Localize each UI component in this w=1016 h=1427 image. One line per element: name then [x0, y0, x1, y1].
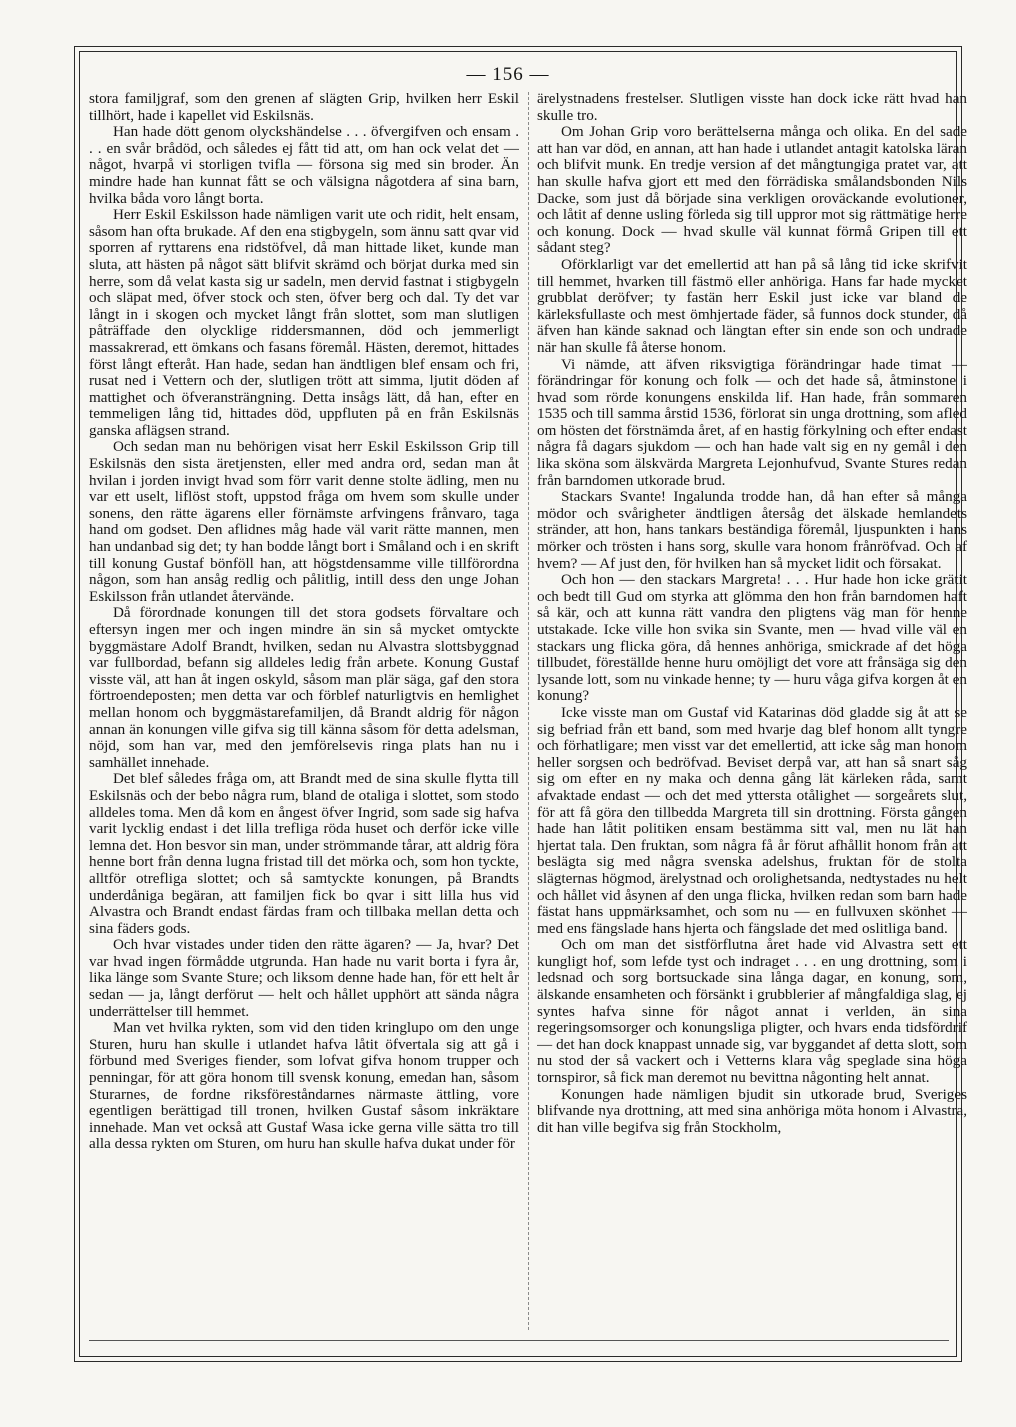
paragraph: Och hon — den stackars Margreta! . . . Hur hade hon icke grätit och bedt till Gud om styrka att glömma den hon från barndomen haft så kär, och att kunna rätt vandra den pligtens väg man för henne utstakade. Icke ville hon svika sin Svante, men — hvad ville väl en stackars ung flicka göra, då hennes anhöriga, smickrade af det höga tillbudet, föreställde henne huru omöjligt det vore att frånsäga sig den lysande lott, som nu vinkade henne; ty — huru våga gifva korgen åt en konung? [537, 571, 967, 705]
paragraph: Man vet hvilka rykten, som vid den tiden kringlupo om den unge Sturen, huru han skulle i utlandet hafva låtit öfvertala sig att gå i förbund med Sveriges fiender, som lofvat gifva honom trupper och penningar, för att göra honom till svensk konung, emedan han, såsom Sturarnes, de fordne riksföreståndarnes närmaste ättling, vore egentligen berättigad till tronen, hvilken Gustaf såsom inkräktare innehade. Man vet också att Gustaf Wasa icke gerna ville sätta tro till alla dessa rykten om Sturen, om huru han skulle hafva dukat under för [89, 1019, 519, 1153]
paragraph: Stackars Svante! Ingalunda trodde han, då han efter så många mödor och svårigheter ändtligen återsåg det älskade hemlandets stränder, att hon, hans tankars beständiga föremål, ljuspunkten i hans mörker och trösten i hans sorg, skulle vara honom frånröfvad. Och af hvem? — Af just den, för hvilken han så mycket lidit och försakat. [537, 488, 967, 572]
right-column [537, 91, 967, 1336]
column-divider [528, 92, 529, 1330]
paragraph: Det blef således fråga om, att Brandt med de sina skulle flytta till Eskilsnäs och der bebo några rum, bland de otaliga i slottet, som stodo alldeles toma. Men då kom en ångest öfver Ingrid, som sade sig hafva varit lycklig endast i det lilla trefliga röda huset och derför icke ville lemna det. Hon besvor sin man, under strömmande tårar, att aldrig föra henne bort från denna lugna fristad till det mörka och, som hon tyckte, alltför otrefliga slottet; och så samtyckte konungen, på Brandts underdåniga begäran, att familjen fick bo qvar i sitt lilla hus vid Alvastra och Brandt endast färdas fram och tillbaka mellan detta och sina fäders gods. [89, 770, 519, 937]
paragraph: Herr Eskil Eskilsson hade nämligen varit ute och ridit, helt ensam, såsom han ofta brukade. Af den ena stigbygeln, som ännu satt qvar vid sporren af ryttarens ena ridstöfvel, då man hittade liket, kunde man sluta, att hästen på något sätt blifvit skrämd och börjat durka med sin herre, som då velat kasta sig ur sadeln, men dervid fastnat i stigbygeln och släpat med, öfver stock och sten, öfver berg och dal. Ty det var långt in i skogen och mycket långt från slottet, som man slutligen påträffade den olycklige riddersmannen, död och jemmerligt massakrerad, ett ömkans och fasans föremål. Hästen, deremot, hittades först långt efteråt. Han hade, sedan han ändtligen blef ensam och fri, rusat ned i Vettern och der, slutligen trött att simma, ljutit döden af mattighet och öfveransträngning. Detta insågs lätt, då han, efter en temmeligen lång tid, hittades död, uppfluten på en från Eskilsnäs ganska aflägsen strand. [89, 206, 519, 439]
page-number: — 156 — [466, 64, 550, 85]
paragraph: Han hade dött genom olyckshändelse . . . öfvergifven och ensam . . . en svår brådöd, och således ej fått tid att, om han ock velat det — något, hvarpå vi storligen tvifla — försona sig med sin broder. Än mindre hade han kunnat fått se och välsigna någotdera af sina barn, hvilka båda voro långt borta. [89, 123, 519, 207]
paragraph: Konungen hade nämligen bjudit sin utkorade brud, Sveriges blifvande nya drottning, att med sina anhöriga möta honom i Alvastra, dit han ville begifva sig från Stockholm, [537, 1085, 967, 1136]
paragraph: Då förordnade konungen till det stora godsets förvaltare och eftersyn ingen mer och ingen mindre än sin så mycket omtyckte byggmästare Adolf Brandt, hvilken, sedan nu Alvastra slottsbyggnad var fullbordad, befann sig alldeles ledig från arbete. Konung Gustaf visste väl, att han åt ingen oskyld, såsom man plär säga, gaf den stora förtroendeposten; men detta var och förblef naturligtvis en hemlighet mellan honom och byggmästarefamiljen, då Brandt aldrig för någon annan än konungen ville gifva sig till känna såsom för detta adelsman, nöjd, som han var, med den jemförelsevis ringa plats han nu i samhället innehade. [89, 604, 519, 771]
left-column [89, 91, 519, 1336]
paragraph: stora familjgraf, som den grenen af slägten Grip, hvilken herr Eskil tillhört, hade i kapellet vid Eskilsnäs. [89, 91, 519, 124]
paragraph: Oförklarligt var det emellertid att han på så lång tid icke skrifvit till hemmet, hvarken till fästmö eller anhöriga. Hans far hade mycket grubblat deröfver; ty fastän herr Eskil just icke var bland de kärleksfullaste och mest ömhjertade fäder, så funnos dock stunder, då äfven han kände saknad och längtan efter sin ende son och undrade när han skulle få återse honom. [537, 255, 967, 356]
paragraph: Och hvar vistades under tiden den rätte ägaren? — Ja, hvar? Det var hvad ingen förmådde utgrunda. Han hade nu varit borta i fyra år, lika länge som Svante Sture; och liksom denne hade han, för ett helt år sedan — ja, långt derförut — helt och hållet upphört att sända några underrättelser till hemmet. [89, 936, 519, 1020]
bottom-rule [89, 1340, 949, 1341]
paragraph: Om Johan Grip voro berättelserna många och olika. En del sade att han var död, en annan, att han hade i utlandet antagit katolska läran och blifvit munk. En tredje version af det mångtungiga pratet var, att han skulle hafva gjort ett med den förrädiska smålandsbonden Nils Dacke, som just då började sina verkligen oroväckande evolutioner, och låtit af denne usling förleda sig till uppror mot sig rättmätige herre och konung. Dock — hvad skulle väl kunnat förmå Gripen till ett sådant steg? [537, 123, 967, 257]
paragraph: Icke visste man om Gustaf vid Katarinas död gladde sig åt att se sig befriad från ett band, som med hvarje dag blef honom allt tyngre och förhatligare; men visst var det emellertid, att icke såg man honom heller sorgsen och bedröfvad. Beviset derpå var, att han så snart såg sig om efter en ny maka och denna gång lät kärleken råda, samt afvaktade endast — och det med yttersta otålighet — sorgeårets slut, för att få göra den tillbedda Margreta till sin drottning. Första gången hade han låtit politiken ensam bestämma sitt val, men nu lät han hjertat tala. Den fruktan, som några få år förut afhållit honom från att beslägta sig med några svenska adelshus, fruktan för de stolta slägternas högmod, ärelystnad och orolighetsanda, nedtystades nu helt och hållet vid åsynen af den unga flicka, hvilken redan som barn hade fästat hans uppmärksamhet, och som nu — en fullvuxen skönhet — med ens fängslade hans hjerta och fängslade det med oslitliga band. [537, 703, 967, 937]
paragraph: ärelystnadens frestelser. Slutligen visste han dock icke rätt hvad han skulle tro. [537, 91, 967, 124]
paragraph: Och om man det sistförflutna året hade vid Alvastra sett ett kungligt hof, som lefde tyst och indraget . . . en ung drottning, som i ledsnad och sorg bortsuckade sina långa dagar, en konung, som, älskande ensamheten och försänkt i grubblerier af mångfaldiga slag, ej syntes hafva sinne för något annat i verlden, än sina regeringsomsorger och konungsliga pligter, och hvars enda tidsfördrif — det han dock knappast unnade sig, var byggandet af detta slott, som nu stod der så vackert och i Vetterns klara våg speglade sina höga tornspiror, så fick man deremot nu bevittna någonting helt annat. [537, 936, 967, 1087]
paragraph: Vi nämde, att äfven riksvigtiga förändringar hade timat — förändringar för konung och folk — och det hade så, åtminstone i hvad som rörde konungens enskilda lif. Han hade, från sommaren 1535 och till samma årstid 1536, förlorat sin unga drottning, som afled om hösten det förstnämda året, af en hastig förkylning och efter endast några få dagars sjukdom — och han hade valt sig en ny gemål i den lika sköna som älskvärda Margreta Lejonhufvud, Svante Stures redan från barndomen utkorade brud. [537, 355, 967, 489]
paragraph: Och sedan man nu behörigen visat herr Eskil Eskilsson Grip till Eskilsnäs den sista äretjensten, eller med andra ord, sedan man åt hvilan i jorden invigt hvad som förr varit denne stolte ädling, men nu var ett uselt, liflöst stoft, uppstod fråga om hvem som skulle under sonens, den rätte ägarens eller förnämste arfvingens frånvaro, taga hand om godset. Den aflidnes måg hade väl varit rätte mannen, men han undanbad sig det; ty han bodde långt bort i Småland och i en skrift till konung Gustaf bönföll han, att högstdensamme ville tillförordna någon, som han ansåg redlig och pålitlig, intill dess den unge Johan Eskilsson från utlandet återvände. [89, 438, 519, 605]
